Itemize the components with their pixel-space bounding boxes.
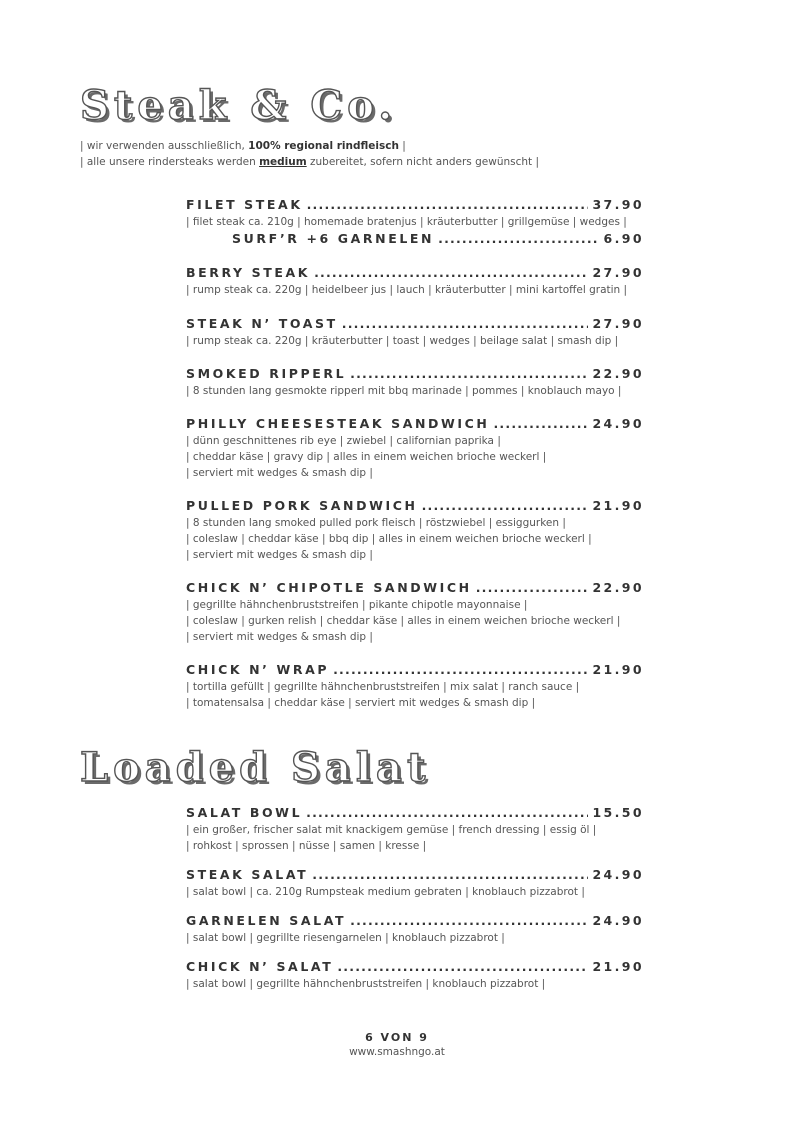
item-name: CHICK N’ WRAP (186, 662, 330, 677)
item-description: | filet steak ca. 210g | homemade bratenjus | kräuterbutter | grillgemüse | wedges | (186, 216, 627, 228)
menu-item-steak-n-toast (186, 315, 644, 349)
addon-price: 6.90 (603, 231, 644, 246)
item-description: | salat bowl | ca. 210g Rumpsteak medium gebraten | knoblauch pizzabrot | (186, 886, 585, 898)
item-description: | salat bowl | gegrillte riesengarnelen | knoblauch pizzabrot | (186, 932, 505, 944)
menu-item-filet-steak (186, 196, 644, 248)
dot-leader (493, 415, 588, 433)
menu-item-steak-salat (186, 866, 644, 900)
menu-item-smoked-ripperl (186, 365, 644, 399)
item-addon (186, 230, 644, 248)
section-title-steak: Steak & Co. (80, 82, 398, 129)
dot-leader (342, 315, 589, 333)
regional-highlight: 100% regional rindfleisch (248, 140, 399, 152)
item-price: 27.90 (592, 265, 644, 280)
menu-item-chick-n-wrap (186, 661, 644, 711)
item-price: 21.90 (592, 959, 644, 974)
item-description: | tomatensalsa | cheddar käse | serviert mit wedges & smash dip | (186, 697, 536, 709)
item-description: | 8 stunden lang gesmokte ripperl mit bbq marinade | pommes | knoblauch mayo | (186, 385, 622, 397)
item-description: | coleslaw | cheddar käse | bbq dip | alles in einem weichen brioche weckerl | (186, 533, 592, 545)
intro-line-regional: | wir verwenden ausschließlich, 100% regional rindfleisch | (80, 140, 406, 152)
item-price: 37.90 (592, 197, 644, 212)
page-number: 6 VON 9 (365, 1031, 429, 1044)
item-price: 24.90 (592, 867, 644, 882)
dot-leader (350, 365, 588, 383)
menu-item-chick-n-chipotle (186, 579, 644, 645)
dot-leader (333, 661, 588, 679)
dot-leader (312, 866, 588, 884)
item-description: | serviert mit wedges & smash dip | (186, 467, 373, 479)
item-description: | gegrillte hähnchenbruststreifen | pikante chipotle mayonnaise | (186, 599, 528, 611)
item-description: | coleslaw | gurken relish | cheddar käse | alles in einem weichen brioche weckerl | (186, 615, 621, 627)
item-name: STEAK SALAT (186, 867, 309, 882)
steak-intro (80, 138, 539, 170)
section-title-salat: Loaded Salat (80, 744, 431, 791)
item-name: BERRY STEAK (186, 265, 311, 280)
menu-item-salat-bowl (186, 804, 644, 854)
item-description: | serviert mit wedges & smash dip | (186, 549, 373, 561)
dot-leader (307, 196, 589, 214)
addon-name: SURF’R +6 GARNELEN (232, 231, 435, 246)
item-name: GARNELEN SALAT (186, 913, 347, 928)
item-name: SALAT BOWL (186, 805, 303, 820)
item-description: | cheddar käse | gravy dip | alles in einem weichen brioche weckerl | (186, 451, 547, 463)
item-price: 24.90 (592, 913, 644, 928)
item-name: SMOKED RIPPERL (186, 366, 347, 381)
item-name: CHICK N’ CHIPOTLE SANDWICH (186, 580, 472, 595)
item-name: PHILLY CHEESESTEAK SANDWICH (186, 416, 490, 431)
menu-item-pulled-pork (186, 497, 644, 563)
dot-leader (350, 912, 588, 930)
item-name: STEAK N’ TOAST (186, 316, 338, 331)
item-description: | rohkost | sprossen | nüsse | samen | kresse | (186, 840, 427, 852)
item-description: | rump steak ca. 220g | heidelbeer jus | lauch | kräuterbutter | mini kartoffel gratin | (186, 284, 628, 296)
dot-leader (306, 804, 588, 822)
item-price: 22.90 (592, 366, 644, 381)
item-description: | rump steak ca. 220g | kräuterbutter | toast | wedges | beilage salat | smash dip | (186, 335, 619, 347)
dot-leader (337, 958, 588, 976)
menu-item-chick-n-salat (186, 958, 644, 992)
item-description: | dünn geschnittenes rib eye | zwiebel | californian paprika | (186, 435, 501, 447)
medium-highlight: medium (259, 156, 307, 168)
website-link[interactable]: www.smashngo.at (349, 1046, 445, 1058)
item-price: 21.90 (592, 662, 644, 677)
menu-item-philly-cheesesteak (186, 415, 644, 481)
dot-leader (438, 230, 599, 248)
item-description: | 8 stunden lang smoked pulled pork fleisch | röstzwiebel | essiggurken | (186, 517, 566, 529)
item-price: 27.90 (592, 316, 644, 331)
item-name: PULLED PORK SANDWICH (186, 498, 418, 513)
item-price: 22.90 (592, 580, 644, 595)
menu-item-garnelen-salat (186, 912, 644, 946)
item-description: | salat bowl | gegrillte hähnchenbruststreifen | knoblauch pizzabrot | (186, 978, 546, 990)
dot-leader (476, 579, 589, 597)
item-description: | ein großer, frischer salat mit knackigem gemüse | french dressing | essig öl | (186, 824, 597, 836)
item-description: | tortilla gefüllt | gegrillte hähnchenbruststreifen | mix salat | ranch sauce | (186, 681, 580, 693)
page-footer (0, 1030, 794, 1060)
dot-leader (314, 264, 588, 282)
dot-leader (422, 497, 589, 515)
item-description: | serviert mit wedges & smash dip | (186, 631, 373, 643)
item-price: 21.90 (592, 498, 644, 513)
intro-line-medium: | alle unsere rindersteaks werden medium zubereitet, sofern nicht anders gewünscht | (80, 156, 540, 168)
item-price: 24.90 (592, 416, 644, 431)
item-price: 15.50 (592, 805, 644, 820)
item-name: CHICK N’ SALAT (186, 959, 334, 974)
menu-item-berry-steak (186, 264, 644, 298)
item-name: FILET STEAK (186, 197, 303, 212)
